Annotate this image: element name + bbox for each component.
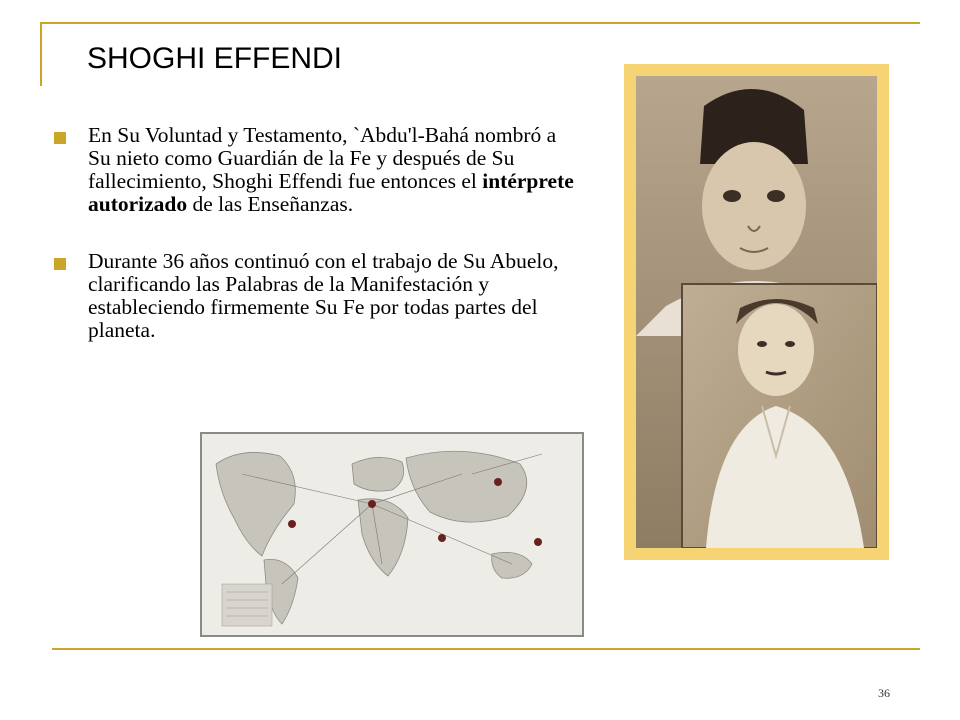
bullet-item-2 (54, 250, 574, 342)
world-map (202, 434, 582, 635)
portrait-photo-frame (624, 64, 889, 560)
young-man-face (738, 304, 814, 396)
bullet-2-text: Durante 36 años continuó con el trabajo de Su Abuelo, clarificando las Palabras de la Manifestación y estableciendo firmemente Su Fe por todas partes del planeta. (88, 249, 559, 342)
bullet-item-1 (54, 124, 574, 216)
bullet-1-bold: intérprete autorizado (88, 169, 574, 216)
page-number: 36 (878, 686, 890, 700)
square-bullet-icon (54, 258, 66, 270)
bullet-text-2 (88, 250, 574, 342)
world-map-image (200, 432, 584, 637)
map-legend (222, 584, 272, 626)
bullet-text-1 (88, 124, 574, 216)
square-bullet-icon (54, 132, 66, 144)
child-face (702, 142, 806, 270)
frame-top-rule (40, 22, 920, 24)
frame-left-rule (40, 22, 42, 86)
bullet-list (54, 124, 574, 376)
bullet-1-text-end: de las Enseñanzas. (187, 192, 354, 216)
portrait-photos (636, 76, 877, 548)
slide-title: SHOGHI EFFENDI (87, 42, 343, 75)
europe-shape (352, 457, 404, 491)
bullet-1-text: En Su Voluntad y Testamento, `Abdu'l-Bahá nombró a Su nieto como Guardián de la Fe y después de Su fallecimiento, Shoghi Effendi fue entonces el (88, 123, 557, 193)
map-marker-center (368, 500, 376, 508)
frame-bottom-rule (52, 648, 920, 650)
